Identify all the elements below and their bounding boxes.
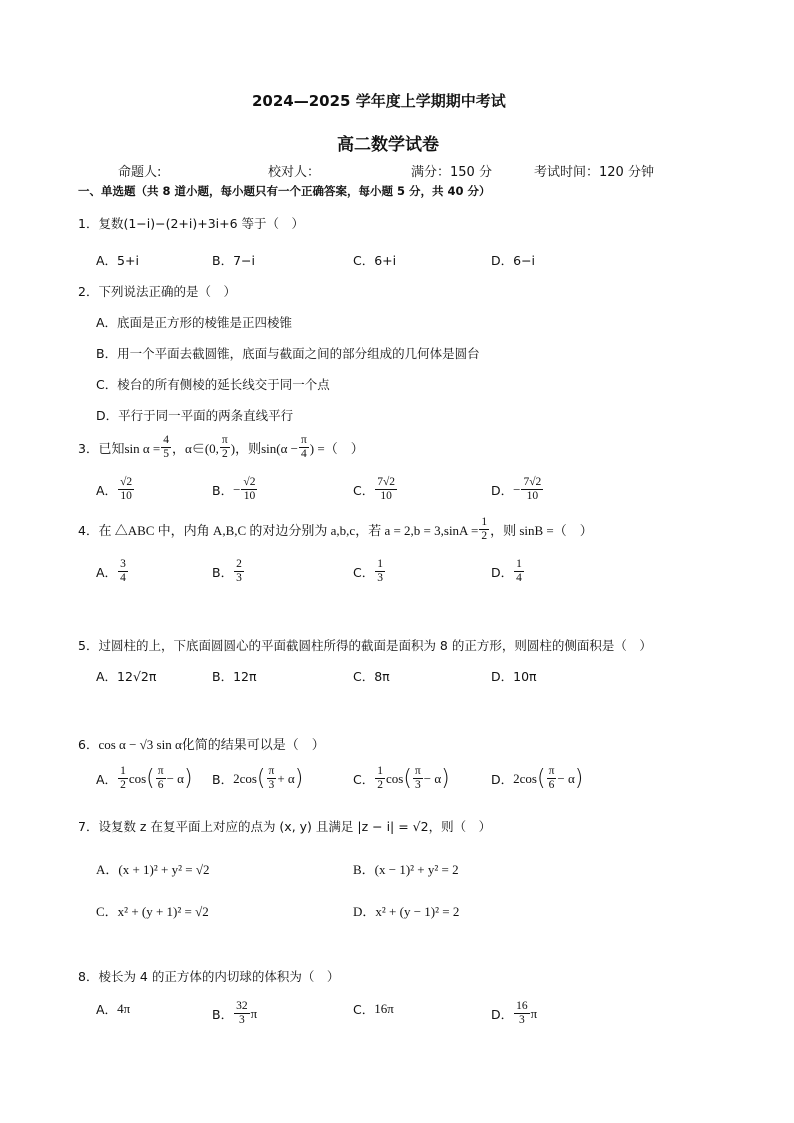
numerator: 1 bbox=[481, 516, 488, 528]
q5-option-d: D．10π bbox=[491, 669, 537, 684]
function-name: cos bbox=[239, 770, 257, 786]
q7-option-c: C．x² + (y + 1)² = √2 bbox=[96, 904, 209, 919]
function-name: cos bbox=[519, 770, 537, 786]
numerator: π bbox=[548, 765, 555, 777]
fraction bbox=[118, 765, 128, 792]
q4-option-b bbox=[212, 558, 245, 585]
pi-symbol: π bbox=[250, 1005, 258, 1021]
pi-symbol: π bbox=[530, 1005, 538, 1021]
q5-option-c: C．8π bbox=[353, 669, 390, 684]
paren-right: ) bbox=[574, 766, 584, 791]
paren-left: ( bbox=[403, 766, 412, 791]
fraction bbox=[375, 765, 385, 792]
option-label: B． bbox=[212, 771, 234, 787]
denominator: 2 bbox=[221, 448, 228, 460]
option-value: 16π bbox=[374, 1001, 394, 1016]
q3-option-a bbox=[96, 476, 135, 503]
option-label: C． bbox=[353, 564, 375, 580]
question-stem: 复数(1−i)−(2+i)+3i+6 等于（ ） bbox=[98, 216, 305, 231]
score-label: 满分：150 分 bbox=[411, 165, 492, 180]
option-tail: − α bbox=[166, 770, 184, 786]
q2-option-b: B．用一个平面去截圆锥，底面与截面之间的部分组成的几何体是圆台 bbox=[96, 346, 480, 361]
numerator: 16 bbox=[516, 1000, 528, 1012]
fraction bbox=[241, 476, 257, 503]
numerator: π bbox=[268, 765, 275, 777]
question-number: 6． bbox=[78, 737, 99, 752]
option-label: D． bbox=[491, 564, 514, 580]
paren-right: ) bbox=[441, 766, 450, 791]
exam-title: 2024—2025 学年度上学期期中考试 bbox=[252, 92, 506, 110]
denominator: 4 bbox=[516, 572, 522, 584]
numerator: π bbox=[414, 765, 421, 777]
q6-option-b bbox=[212, 765, 303, 792]
q7-option-d: D．x² + (y − 1)² = 2 bbox=[353, 904, 460, 919]
q7-option-b: B．(x − 1)² + y² = 2 bbox=[353, 862, 459, 877]
stem-part: 已知sin α = bbox=[98, 441, 161, 456]
coefficient: 2 bbox=[233, 770, 240, 786]
denominator: 3 bbox=[414, 779, 421, 791]
option-label: D． bbox=[491, 771, 514, 787]
numerator: 7√2 bbox=[377, 476, 396, 488]
stem-part: ) =（ ） bbox=[309, 441, 364, 456]
question-number: 4． bbox=[78, 522, 99, 538]
q3-option-d bbox=[491, 476, 544, 503]
option-label: B． bbox=[212, 1006, 234, 1022]
q3-option-c bbox=[353, 476, 398, 503]
fraction bbox=[375, 476, 397, 503]
question-stem: 棱长为 4 的正方体的内切球的体积为（ ） bbox=[98, 969, 340, 984]
question-7 bbox=[78, 817, 491, 835]
q2-option-a: A．底面是正方形的棱锥是正四棱锥 bbox=[96, 315, 293, 330]
author-label: 命题人: bbox=[118, 165, 162, 180]
fraction bbox=[547, 765, 557, 792]
fraction bbox=[514, 1000, 530, 1027]
fraction bbox=[514, 558, 524, 585]
question-stem: 下列说法正确的是（ ） bbox=[98, 284, 236, 299]
numerator: π bbox=[300, 434, 307, 446]
paren-left: ( bbox=[146, 766, 155, 791]
option-label: A． bbox=[96, 771, 118, 787]
coefficient: 2 bbox=[513, 770, 520, 786]
exam-subtitle: 高二数学试卷 bbox=[337, 135, 439, 155]
question-2 bbox=[78, 282, 236, 300]
paren-left: ( bbox=[256, 766, 266, 791]
question-number: 1． bbox=[78, 216, 99, 231]
paren-left: ( bbox=[536, 766, 546, 791]
fraction bbox=[234, 558, 244, 585]
denominator: 2 bbox=[120, 779, 126, 791]
fraction bbox=[220, 434, 230, 461]
option-label: D． bbox=[491, 1006, 514, 1022]
q1-option-d: D．6−i bbox=[491, 253, 536, 268]
denominator: 10 bbox=[380, 490, 392, 502]
q2-option-d: D．平行于同一平面的两条直线平行 bbox=[96, 408, 294, 423]
stem-part: )，则sin(α − bbox=[230, 441, 298, 456]
denominator: 5 bbox=[163, 448, 170, 460]
question-number: 3． bbox=[78, 440, 99, 456]
numerator: 1 bbox=[377, 765, 383, 777]
q7-option-a: A．(x + 1)² + y² = √2 bbox=[96, 862, 210, 877]
numerator: √2 bbox=[243, 476, 256, 488]
question-number: 8． bbox=[78, 969, 99, 984]
option-label: C． bbox=[353, 771, 375, 787]
q4-option-d bbox=[491, 558, 525, 585]
q4-option-a bbox=[96, 558, 129, 585]
question-stem: 过圆柱的上，下底面圆圆心的平面截圆柱所得的截面是面积为 8 的正方形，则圆柱的侧面积是（ ） bbox=[98, 638, 652, 653]
checker-label: 校对人： bbox=[268, 165, 321, 180]
option-label: B． bbox=[212, 482, 234, 498]
q2-option-c: C．棱台的所有侧棱的延长线交于同一个点 bbox=[96, 377, 330, 392]
q3-option-b bbox=[212, 476, 258, 503]
denominator: 3 bbox=[519, 1014, 525, 1026]
numerator: π bbox=[157, 765, 164, 777]
fraction bbox=[479, 516, 489, 543]
denominator: 4 bbox=[301, 448, 307, 460]
denominator: 6 bbox=[548, 779, 555, 791]
option-label: C． bbox=[353, 1002, 375, 1017]
question-8 bbox=[78, 967, 339, 985]
q6-option-d bbox=[491, 765, 583, 792]
denominator: 2 bbox=[377, 779, 383, 791]
option-sign: − bbox=[233, 481, 241, 497]
fraction bbox=[299, 434, 309, 461]
paren-right: ) bbox=[294, 766, 304, 791]
q1-option-a: A．5+i bbox=[96, 253, 139, 268]
function-name: cos bbox=[385, 770, 404, 786]
denominator: 2 bbox=[481, 530, 488, 542]
numerator: 1 bbox=[120, 765, 126, 777]
fraction bbox=[267, 765, 277, 792]
option-label: C． bbox=[353, 482, 375, 498]
denominator: 10 bbox=[120, 490, 132, 502]
numerator: 1 bbox=[377, 558, 383, 570]
question-5 bbox=[78, 636, 652, 654]
function-name: cos bbox=[128, 770, 147, 786]
denominator: 3 bbox=[236, 572, 242, 584]
option-tail: + α bbox=[277, 770, 295, 786]
fraction bbox=[118, 476, 134, 503]
numerator: 32 bbox=[236, 1000, 248, 1012]
option-sign: − bbox=[513, 481, 521, 497]
fraction bbox=[118, 558, 128, 585]
denominator: 10 bbox=[243, 490, 256, 502]
q8-option-b bbox=[212, 1000, 257, 1027]
q5-option-b: B．12π bbox=[212, 669, 257, 684]
q8-option-a bbox=[96, 1000, 130, 1018]
q6-option-a bbox=[96, 765, 193, 792]
fraction bbox=[234, 1000, 250, 1027]
question-stem: 设复数 z 在复平面上对应的点为 (x, y) 且满足 |z − i| = √2，则（ ） bbox=[98, 819, 492, 834]
question-number: 5． bbox=[78, 638, 99, 653]
question-3 bbox=[78, 434, 364, 461]
paren-right: ) bbox=[183, 766, 193, 791]
denominator: 4 bbox=[120, 572, 126, 584]
fraction bbox=[161, 434, 171, 461]
section-heading: 一、单选题（共 8 道小题，每小题只有一个正确答案，每小题 5 分，共 40 分） bbox=[78, 184, 491, 198]
option-tail: − α bbox=[557, 770, 575, 786]
numerator: 2 bbox=[236, 558, 242, 570]
option-label: B． bbox=[212, 564, 234, 580]
numerator: 1 bbox=[516, 558, 522, 570]
fraction bbox=[413, 765, 423, 792]
denominator: 3 bbox=[238, 1014, 245, 1026]
question-stem: cos α − √3 sin α化简的结果可以是（ ） bbox=[98, 737, 325, 752]
stem-part: ，则 sinB =（ ） bbox=[490, 523, 593, 538]
question-6 bbox=[78, 734, 325, 753]
stem-part: 在 △ABC 中，内角 A,B,C 的对边分别为 a,b,c，若 a = 2,b = 3,sinA = bbox=[98, 523, 479, 538]
time-label: 考试时间：120 分钟 bbox=[534, 165, 654, 180]
option-label: D． bbox=[491, 482, 514, 498]
numerator: √2 bbox=[120, 476, 133, 488]
q6-option-c bbox=[353, 765, 450, 792]
q4-option-c bbox=[353, 558, 386, 585]
option-value: 4π bbox=[117, 1001, 131, 1016]
option-label: A． bbox=[96, 1002, 118, 1017]
numerator: 4 bbox=[163, 434, 170, 446]
fraction bbox=[375, 558, 385, 585]
numerator: 3 bbox=[120, 558, 126, 570]
question-4 bbox=[78, 516, 593, 543]
denominator: 6 bbox=[157, 779, 164, 791]
numerator: 7√2 bbox=[523, 476, 542, 488]
q5-option-a: A．12√2π bbox=[96, 669, 157, 684]
option-label: A． bbox=[96, 564, 118, 580]
q8-option-c bbox=[353, 1000, 394, 1018]
question-1 bbox=[78, 214, 304, 232]
q1-option-b: B．7−i bbox=[212, 253, 255, 268]
fraction bbox=[156, 765, 166, 792]
denominator: 3 bbox=[377, 572, 383, 584]
question-number: 7． bbox=[78, 819, 99, 834]
denominator: 10 bbox=[526, 490, 539, 502]
q8-option-d bbox=[491, 1000, 537, 1027]
q1-option-c: C．6+i bbox=[353, 253, 397, 268]
option-label: A． bbox=[96, 482, 118, 498]
option-tail: − α bbox=[423, 770, 442, 786]
question-number: 2． bbox=[78, 284, 99, 299]
denominator: 3 bbox=[268, 779, 275, 791]
stem-part: ，α∈(0, bbox=[172, 441, 219, 456]
numerator: π bbox=[221, 434, 228, 446]
fraction bbox=[521, 476, 543, 503]
